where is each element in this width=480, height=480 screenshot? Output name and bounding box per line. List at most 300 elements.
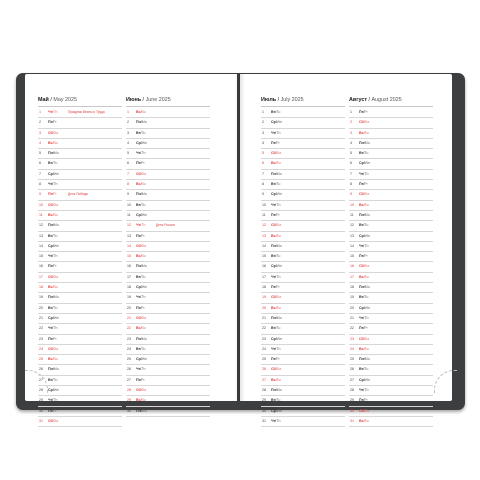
weekday-ru: Вт (359, 295, 364, 300)
weekday: Вс/Su (48, 140, 59, 145)
weekday: Вт/Tu (359, 295, 369, 300)
month-name-en: August 2025 (371, 97, 402, 103)
month-name-en: July 2025 (280, 97, 304, 103)
day-row (38, 211, 122, 221)
day-number: 15 (127, 254, 131, 259)
month-july (261, 95, 345, 427)
day-row (126, 293, 210, 303)
weekday: Сб/Sa (359, 120, 370, 125)
day-number: 7 (350, 171, 352, 176)
day-row (261, 252, 345, 262)
day-row (349, 129, 433, 139)
weekday-en: Su (276, 161, 282, 166)
weekday-en: Th (141, 223, 146, 228)
weekday-en: Mo (141, 336, 147, 341)
weekday: Вт/Tu (359, 367, 369, 372)
weekday-ru: Сб (48, 418, 53, 423)
weekday-ru: Пт (359, 182, 364, 187)
weekday: Чт/Th (271, 346, 281, 351)
weekday-en: We (276, 336, 283, 341)
day-number: 8 (262, 182, 264, 187)
weekday-ru: Вт (359, 223, 364, 228)
weekday-en: We (364, 161, 371, 166)
weekday: Сб/Sa (359, 408, 370, 413)
weekday-ru: Ср (359, 233, 364, 238)
weekday-ru: Пн (359, 285, 364, 290)
weekday: Вс/Su (271, 377, 282, 382)
day-number: 15 (262, 254, 266, 259)
weekday: Пн/Mo (271, 171, 282, 176)
day-row (261, 108, 345, 118)
day-number: 1 (262, 110, 264, 114)
weekday-ru: Сб (271, 151, 276, 156)
day-number: 1 (350, 110, 352, 114)
weekday-en: Fr (53, 408, 57, 413)
weekday: Вс/Su (271, 233, 282, 238)
day-number: 10 (39, 202, 43, 207)
weekday: Ср/We (48, 171, 60, 176)
day-number: 20 (262, 305, 266, 310)
weekday: Сб/Sa (359, 264, 370, 269)
day-number: 30 (262, 408, 266, 413)
weekday: Пт/Fr (359, 398, 368, 403)
weekday: Сб/Sa (359, 192, 370, 197)
weekday-ru: Ср (48, 315, 53, 320)
weekday: Чт/Th (271, 274, 281, 279)
day-row (349, 396, 433, 406)
weekday-ru: Ср (271, 336, 276, 341)
weekday-en: Sa (141, 315, 147, 320)
day-number: 14 (350, 243, 354, 248)
day-row (38, 376, 122, 386)
weekday-ru: Ср (271, 192, 276, 197)
weekday-ru: Чт (359, 171, 364, 176)
day-number: 22 (127, 326, 131, 331)
weekday-ru: Вс (271, 233, 276, 238)
weekday-en: Th (53, 326, 58, 331)
weekday: Сб/Sa (48, 346, 59, 351)
weekday: Сб/Sa (48, 274, 59, 279)
day-number: 12 (262, 223, 266, 228)
day-row (261, 139, 345, 149)
day-number: 6 (39, 161, 41, 166)
weekday: Чт/Th (359, 388, 369, 393)
day-row (126, 365, 210, 375)
day-row (261, 304, 345, 314)
day-row (38, 232, 122, 242)
weekday-en: Su (53, 357, 59, 362)
weekday-en: Sa (53, 274, 59, 279)
day-row (38, 139, 122, 149)
month-title: Август / August 2025 (349, 95, 433, 107)
weekday-ru: Чт (136, 223, 141, 228)
weekday-en: We (364, 305, 371, 310)
day-row (126, 139, 210, 149)
weekday-ru: Пн (136, 408, 141, 413)
weekday-en: Su (141, 398, 147, 403)
day-row (38, 149, 122, 159)
day-number: 20 (350, 305, 354, 310)
month-name-ru: Июнь (126, 97, 142, 103)
weekday-ru: Вт (48, 305, 53, 310)
weekday-ru: Пн (48, 367, 53, 372)
weekday-en: Th (364, 388, 369, 393)
weekday-en: Su (364, 418, 370, 423)
weekday-en: Su (364, 130, 370, 135)
day-row (261, 314, 345, 324)
weekday-en: Mo (364, 212, 370, 217)
weekday: Пт/Fr (48, 408, 57, 413)
weekday: Пт/Fr (271, 285, 280, 290)
weekday: Ср/We (271, 408, 283, 413)
weekday: Ср/We (271, 264, 283, 269)
weekday-en: We (53, 243, 60, 248)
weekday-en: Mo (364, 357, 370, 362)
day-number: 13 (39, 233, 43, 238)
day-number: 18 (350, 285, 354, 290)
day-number: 5 (127, 151, 129, 156)
weekday-en: Su (364, 274, 370, 279)
weekday-ru: Ср (359, 377, 364, 382)
day-row (261, 273, 345, 283)
weekday: Вт/Tu (359, 151, 369, 156)
weekday: Вт/Tu (271, 326, 281, 331)
day-row (349, 190, 433, 200)
weekday: Сб/Sa (48, 202, 59, 207)
day-number: 27 (127, 377, 131, 382)
day-number: 29 (262, 398, 266, 403)
day-row (349, 386, 433, 396)
day-number: 21 (127, 315, 131, 320)
day-number: 3 (127, 130, 129, 135)
weekday: Чт/Th (271, 418, 281, 423)
weekday-en: Tu (53, 161, 58, 166)
weekday: Сб/Sa (136, 171, 147, 176)
day-row (349, 417, 433, 427)
weekday: Пн/Mo (359, 357, 370, 362)
weekday-en: Mo (141, 120, 147, 125)
day-number: 28 (350, 388, 354, 393)
day-number: 13 (350, 233, 354, 238)
weekday-ru: Вт (271, 182, 276, 187)
day-number: 17 (350, 274, 354, 279)
day-number: 16 (350, 264, 354, 269)
day-number: 31 (350, 418, 354, 423)
weekday-en: Su (276, 233, 282, 238)
day-number: 18 (262, 285, 266, 290)
weekday-ru: Чт (271, 202, 276, 207)
day-row (349, 335, 433, 345)
day-row (38, 365, 122, 375)
weekday-en: Sa (141, 243, 147, 248)
weekday-en: Sa (364, 192, 370, 197)
day-number: 11 (262, 212, 266, 217)
weekday-en: Fr (364, 254, 368, 259)
weekday-ru: Ср (271, 408, 276, 413)
day-row (38, 170, 122, 180)
weekday-en: Fr (141, 377, 145, 382)
weekday: Вс/Su (136, 182, 147, 187)
day-row (349, 324, 433, 334)
weekday-ru: Вс (48, 357, 53, 362)
day-row (126, 170, 210, 180)
day-row (126, 108, 210, 118)
weekday-en: Th (53, 398, 58, 403)
weekday: Вс/Su (136, 398, 147, 403)
day-number: 2 (127, 120, 129, 125)
weekday-ru: Вс (136, 110, 141, 114)
day-number: 21 (350, 315, 354, 320)
weekday: Сб/Sa (48, 418, 59, 423)
weekday: Сб/Sa (136, 243, 147, 248)
day-row (38, 252, 122, 262)
weekday-ru: Вс (359, 130, 364, 135)
day-number: 28 (262, 388, 266, 393)
day-number: 1 (39, 110, 41, 114)
day-row (261, 129, 345, 139)
day-row (261, 345, 345, 355)
day-row (126, 242, 210, 252)
day-number: 14 (127, 243, 131, 248)
month-title: Май / May 2025 (38, 95, 122, 107)
holiday-note: Праздник Весны и Труда (68, 110, 105, 114)
weekday-ru: Вт (48, 233, 53, 238)
day-row (38, 190, 122, 200)
day-row (126, 314, 210, 324)
day-number: 22 (350, 326, 354, 331)
month-name-ru: Август (349, 97, 367, 103)
weekday-en: We (141, 357, 148, 362)
day-row (349, 345, 433, 355)
weekday-ru: Вс (359, 346, 364, 351)
weekday: Вс/Su (359, 418, 370, 423)
weekday-en: We (276, 264, 283, 269)
day-number: 28 (39, 388, 43, 393)
day-row (126, 232, 210, 242)
weekday-en: Fr (276, 212, 280, 217)
weekday-en: We (276, 408, 283, 413)
weekday-ru: Вс (271, 377, 276, 382)
weekday-ru: Ср (136, 140, 141, 145)
weekday-ru: Пн (136, 120, 141, 125)
day-number: 12 (39, 223, 43, 228)
weekday-en: We (364, 377, 371, 382)
day-number: 25 (350, 357, 354, 362)
day-number: 24 (127, 346, 131, 351)
weekday: Ср/We (136, 357, 148, 362)
day-row (261, 407, 345, 417)
day-number: 9 (127, 192, 129, 197)
weekday-ru: Пн (271, 171, 276, 176)
day-number: 5 (350, 151, 352, 156)
weekday-en: Fr (53, 192, 57, 197)
day-row (38, 180, 122, 190)
weekday: Пн/Mo (271, 243, 282, 248)
day-row (349, 201, 433, 211)
weekday: Вт/Tu (136, 202, 146, 207)
weekday-ru: Вт (359, 151, 364, 156)
weekday: Вт/Tu (136, 346, 146, 351)
day-row (38, 293, 122, 303)
weekday-ru: Вт (136, 274, 141, 279)
weekday: Пт/Fr (48, 120, 57, 125)
weekday-en: Su (141, 110, 147, 114)
weekday: Ср/We (48, 315, 60, 320)
day-row (126, 376, 210, 386)
weekday: Вс/Su (136, 110, 147, 114)
weekday-ru: Сб (271, 367, 276, 372)
day-row (261, 396, 345, 406)
day-row (261, 180, 345, 190)
weekday-en: We (141, 285, 148, 290)
weekday: Вт/Tu (48, 233, 58, 238)
weekday-ru: Пт (359, 398, 364, 403)
weekday-en: Su (276, 377, 282, 382)
day-number: 2 (262, 120, 264, 125)
day-number: 27 (262, 377, 266, 382)
day-row (349, 262, 433, 272)
weekday-ru: Вс (136, 182, 141, 187)
day-row (38, 242, 122, 252)
weekday-ru: Ср (136, 212, 141, 217)
weekday: Пт/Fr (271, 357, 280, 362)
weekday-ru: Пн (48, 295, 53, 300)
day-row (349, 170, 433, 180)
weekday: Вт/Tu (48, 161, 58, 166)
weekday-ru: Вс (136, 326, 141, 331)
weekday-ru: Сб (359, 120, 364, 125)
weekday-en: Tu (364, 151, 369, 156)
weekday: Чт/Th (271, 202, 281, 207)
day-number: 12 (350, 223, 354, 228)
day-number: 31 (262, 418, 266, 423)
day-number: 26 (39, 367, 43, 372)
day-number: 27 (39, 377, 43, 382)
weekday-ru: Сб (359, 264, 364, 269)
weekday-ru: Ср (271, 120, 276, 125)
weekday-en: Fr (364, 182, 368, 187)
day-row (38, 345, 122, 355)
weekday-ru: Вт (136, 346, 141, 351)
weekday-en: Fr (364, 326, 368, 331)
day-row (126, 211, 210, 221)
weekday-ru: Вт (359, 367, 364, 372)
day-row (126, 180, 210, 190)
weekday: Чт/Th (48, 326, 58, 331)
day-number: 29 (350, 398, 354, 403)
weekday-en: Tu (53, 377, 58, 382)
weekday-ru: Пт (48, 120, 53, 125)
weekday-en: Su (53, 140, 59, 145)
day-row (349, 221, 433, 231)
weekday-ru: Пт (136, 161, 141, 166)
weekday-en: Fr (364, 398, 368, 403)
day-row (261, 376, 345, 386)
weekday-en: Fr (276, 285, 280, 290)
day-row (261, 149, 345, 159)
day-row (261, 201, 345, 211)
day-row (261, 283, 345, 293)
weekday-ru: Ср (136, 357, 141, 362)
weekday-ru: Пт (359, 254, 364, 259)
day-row (126, 159, 210, 169)
day-row (349, 108, 433, 118)
day-number: 11 (39, 212, 43, 217)
weekday-ru: Вс (359, 418, 364, 423)
day-number: 13 (127, 233, 131, 238)
weekday-en: Tu (276, 326, 281, 331)
day-row (126, 118, 210, 128)
weekday-ru: Чт (136, 151, 141, 156)
weekday: Пн/Mo (359, 140, 370, 145)
weekday: Чт/Th (271, 130, 281, 135)
day-number: 23 (127, 336, 131, 341)
weekday-ru: Вт (136, 130, 141, 135)
day-row (126, 386, 210, 396)
weekday-en: Sa (53, 346, 59, 351)
day-row (349, 273, 433, 283)
weekday-ru: Пн (271, 243, 276, 248)
day-number: 19 (39, 295, 43, 300)
weekday-ru: Чт (136, 295, 141, 300)
day-number: 9 (39, 192, 41, 197)
weekday: Пт/Fr (359, 110, 368, 114)
weekday-en: Fr (276, 357, 280, 362)
day-row (261, 386, 345, 396)
weekday-en: Mo (276, 243, 282, 248)
day-number: 26 (127, 367, 131, 372)
day-row (261, 232, 345, 242)
weekday-en: We (364, 233, 371, 238)
day-row (261, 221, 345, 231)
day-number: 28 (127, 388, 131, 393)
weekday-en: Th (276, 202, 281, 207)
day-row (261, 335, 345, 345)
day-row (261, 170, 345, 180)
weekday-en: Mo (53, 367, 59, 372)
day-row (126, 335, 210, 345)
weekday: Ср/We (271, 120, 283, 125)
day-row (261, 365, 345, 375)
weekday-ru: Сб (359, 192, 364, 197)
day-number: 30 (127, 408, 131, 413)
day-row (126, 355, 210, 365)
weekday-ru: Пт (359, 110, 364, 114)
day-number: 4 (262, 140, 264, 145)
day-row (261, 159, 345, 169)
day-number: 24 (262, 346, 266, 351)
day-row (349, 180, 433, 190)
weekday: Пн/Mo (271, 388, 282, 393)
weekday-ru: Чт (271, 418, 276, 423)
weekday-en: Su (141, 182, 147, 187)
day-row (38, 314, 122, 324)
holiday-note: День Победы (68, 192, 88, 197)
weekday-ru: Пт (271, 357, 276, 362)
weekday-en: Mo (364, 140, 370, 145)
day-row (349, 293, 433, 303)
weekday-ru: Сб (136, 315, 141, 320)
weekday: Вс/Su (48, 285, 59, 290)
weekday-ru: Пт (48, 264, 53, 269)
weekday: Сб/Sa (271, 367, 282, 372)
weekday-en: Sa (276, 223, 282, 228)
weekday-ru: Ср (48, 243, 53, 248)
weekday-ru: Чт (48, 254, 53, 259)
weekday-ru: Пн (359, 140, 364, 145)
day-number: 5 (262, 151, 264, 156)
weekday-ru: Сб (48, 346, 53, 351)
